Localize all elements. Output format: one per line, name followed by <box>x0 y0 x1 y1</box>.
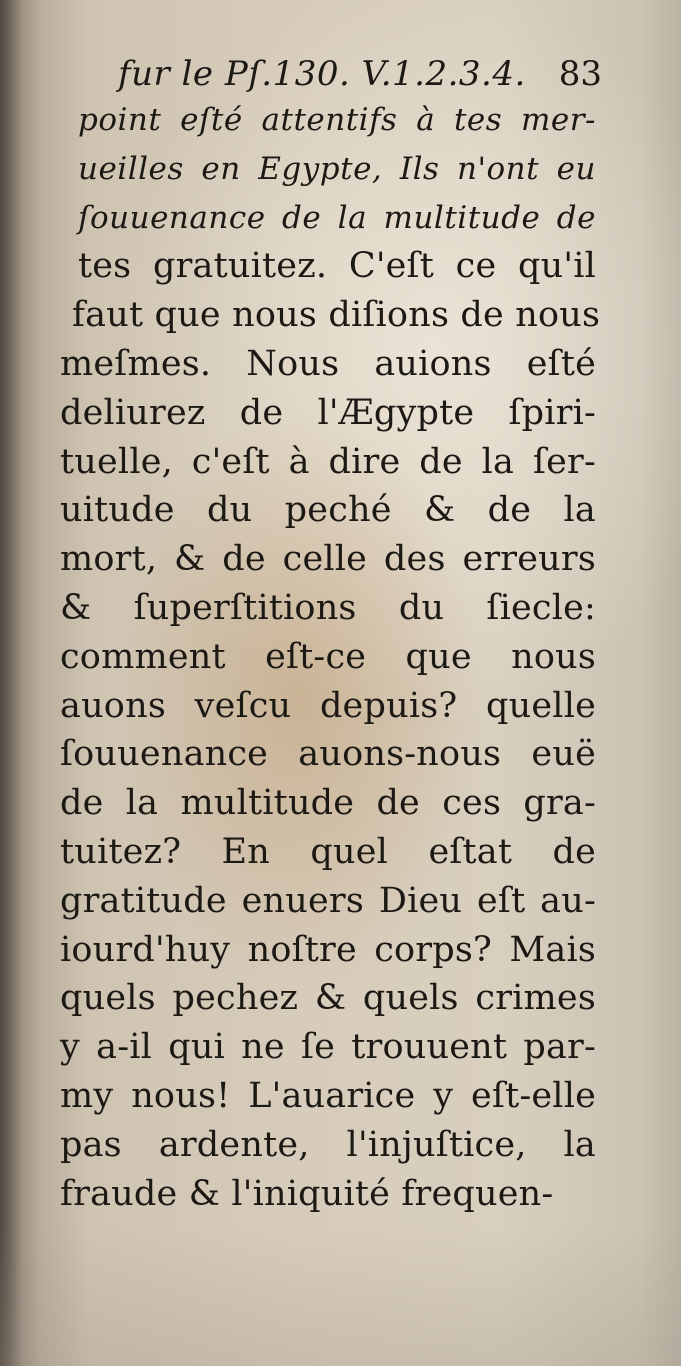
text-line: deliurez de l'Ægypte ſpiri- <box>60 392 596 433</box>
body-text <box>60 96 601 1218</box>
text-line: pas ardente, l'injuſtice, la <box>60 1124 596 1165</box>
gutter-shadow <box>0 0 22 1366</box>
text-line: gratitude enuers Dieu eſt au- <box>60 880 596 921</box>
text-line: fraude & l'iniquité frequen- <box>60 1173 554 1214</box>
text-line: uitude du peché & de la <box>60 490 596 531</box>
text-line: tes gratuitez. C'eſt ce qu'il <box>78 246 596 287</box>
text-line: point eſté attentifs à tes mer- <box>78 102 596 138</box>
text-line: ſouuenance auons-nous euë <box>60 734 596 775</box>
text-line: tuelle, c'eſt à dire de la ſer- <box>60 441 596 482</box>
text-line: & ſuperſtitions du ſiecle: <box>60 587 596 628</box>
text-line: y a-il qui ne ſe trouuent par- <box>60 1027 596 1068</box>
text-line: ſouuenance de la multitude de <box>78 199 596 236</box>
page-number: 83 <box>558 54 602 94</box>
text-line: tuitez? En quel eſtat de <box>60 831 596 872</box>
page-header <box>118 52 602 96</box>
text-line: faut que nous diſions de nous <box>72 295 601 336</box>
text-line: iourd'huy noſtre corps? Mais <box>60 929 596 970</box>
text-line: quels pechez & quels crimes <box>60 978 596 1019</box>
text-line: comment eſt-ce que nous <box>60 636 596 677</box>
text-line: de la multitude de ces gra- <box>60 783 596 824</box>
text-line: ueilles en Egypte, Ils n'ont eu <box>78 150 596 187</box>
text-line: meſmes. Nous auions eſté <box>60 343 596 384</box>
text-line: mort, & de celle des erreurs <box>60 539 596 580</box>
text-line: my nous! L'auarice y eſt-elle <box>60 1075 596 1116</box>
text-line: auons veſcu depuis? quelle <box>60 685 596 726</box>
page-shade <box>0 1226 681 1366</box>
running-head: fur le Pſ.130. V.1.2.3.4. <box>118 54 526 94</box>
